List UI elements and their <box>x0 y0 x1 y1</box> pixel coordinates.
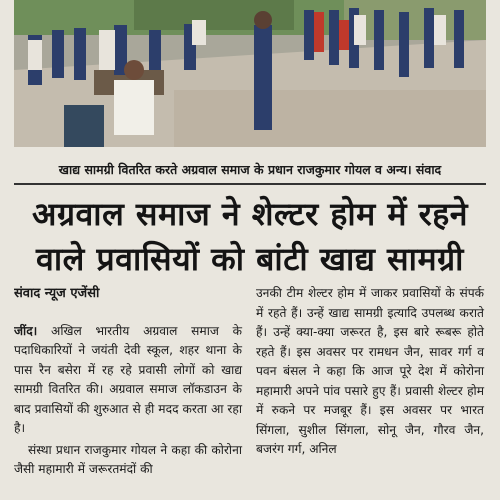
article-column-right <box>256 284 484 462</box>
article-paragraph-1 <box>14 322 242 439</box>
article-paragraph-2: संस्था प्रधान राजकुमार गोयल ने कहा की कोरोना जैसी महामारी में जरूरतमंदों की <box>14 442 242 476</box>
article-column-left <box>14 284 242 482</box>
news-photo <box>14 0 486 147</box>
photo-caption: खाद्य सामग्री वितरित करते अग्रवाल समाज के प्रधान राजकुमार गोयल व अन्य। संवाद <box>14 157 486 185</box>
paragraph-1-text: अखिल भारतीय अग्रवाल समाज के पदाधिकारियों ने जयंती देवी स्कूल, शहर थाना के पास रैन बसेरा में रह रहे प्रवासी लोगों को खाद्य सामग्री वितरित की। अग्रवाल समाज लॉकडाउन के बाद प्रवासियों की शुरुआत से ही मदद करता आ रहा है। <box>14 323 242 435</box>
headline-line-1: अग्रवाल समाज ने शेल्टर होम में रहने <box>32 195 468 233</box>
headline-line-2: वाले प्रवासियों को बांटी खाद्य सामग्री <box>36 240 464 278</box>
headline <box>14 192 486 282</box>
dateline: जींद। <box>14 323 38 338</box>
article-body <box>14 284 486 500</box>
photo-illustration <box>14 0 486 147</box>
article-paragraph-right: उनकी टीम शेल्टर होम में जाकर प्रवासियों के संपर्क में रहते हैं। उन्हें खाद्य सामग्री इत्यादि उपलब्ध कराते हैं। उन्हें क्या-क्या जरूरत है, इस बारे रूबरू होते रहते हैं। इस अवसर पर रामधन जैन, सावर गर्ग व पवन बंसल ने कहा कि आज पूरे देश में कोरोना महामारी अपने पांव पसारे हुए हैं। प्रवासी शेल्टर होम में रुकने पर मजबूर हैं। इस अवसर पर भारत सिंगला, सुशील सिंगला, सोनू जैन, गौरव जैन, बजरंग गर्ग, अनिल <box>256 286 484 456</box>
byline: संवाद न्यूज एजेंसी <box>14 286 100 301</box>
